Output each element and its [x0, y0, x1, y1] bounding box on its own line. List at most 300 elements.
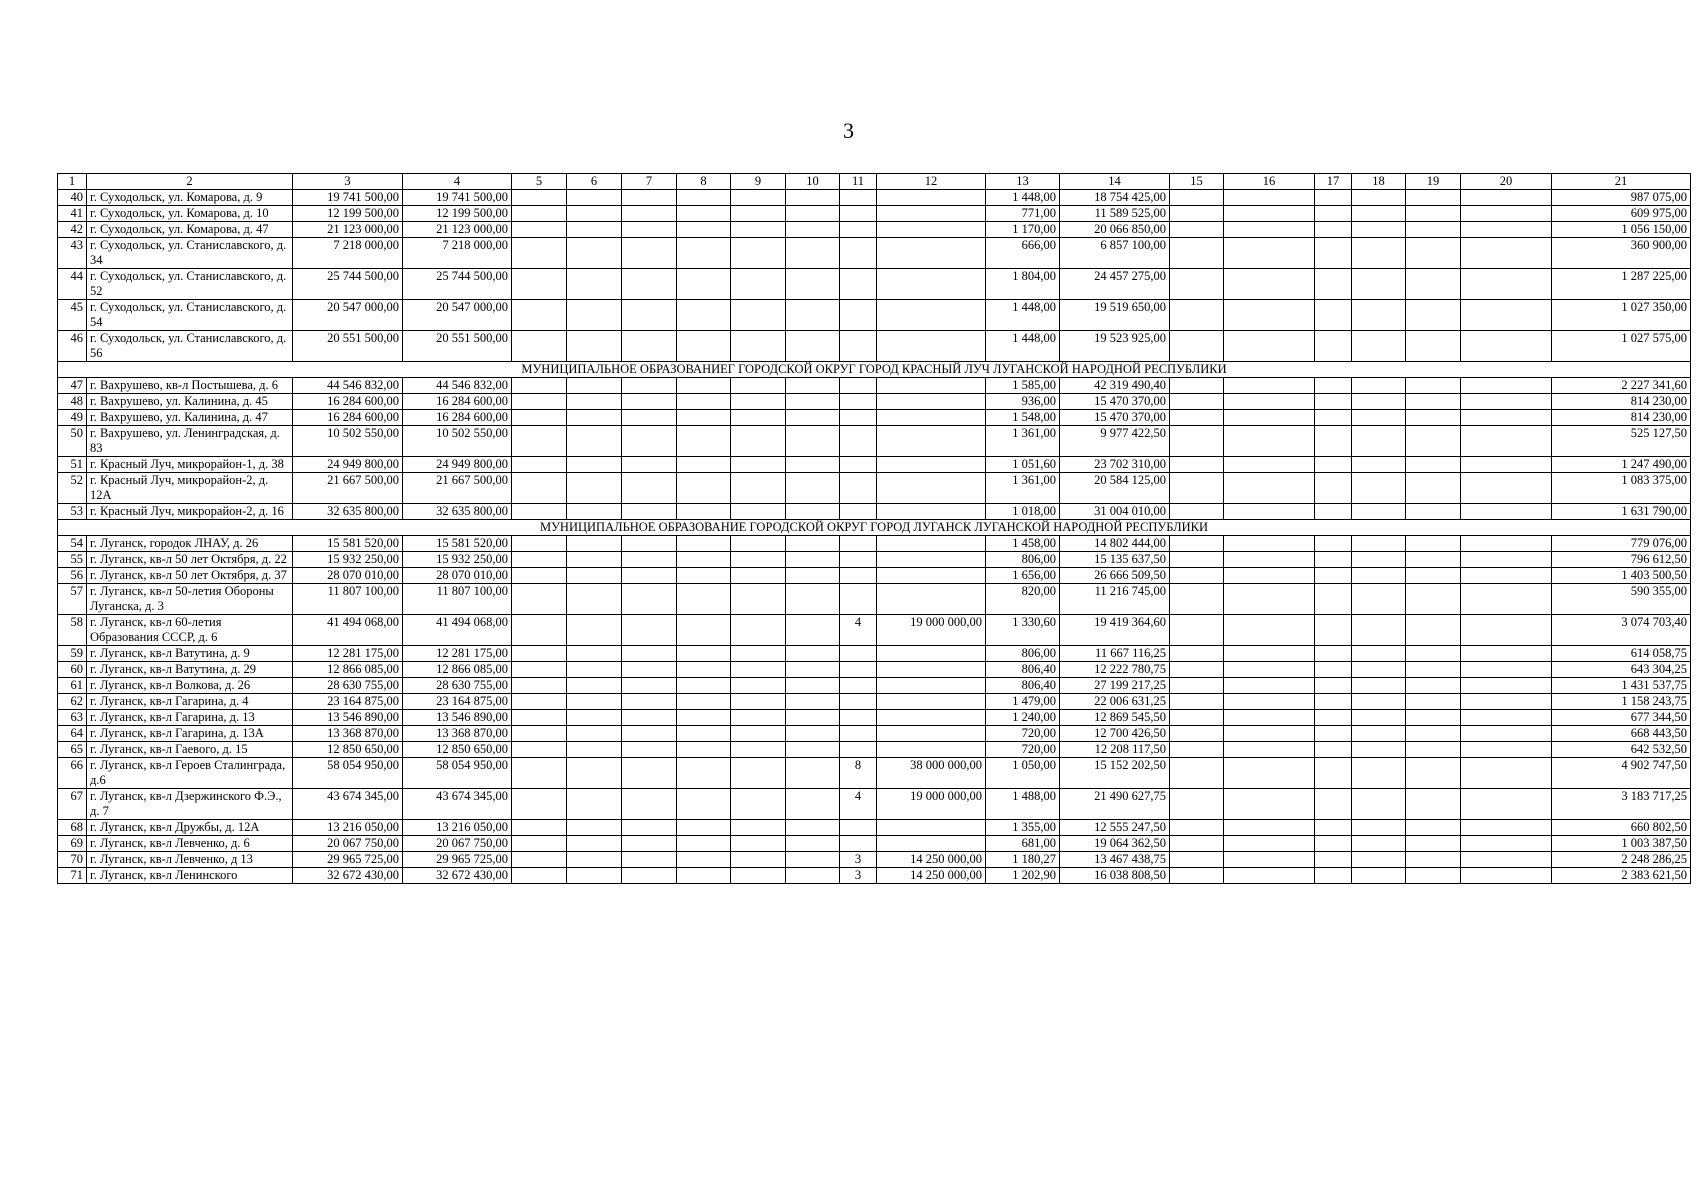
empty-cell	[1224, 789, 1315, 820]
empty-cell	[1352, 820, 1406, 836]
empty-cell	[786, 678, 840, 694]
amount-cell: 3 074 703,40	[1552, 615, 1691, 646]
amount-cell: 19 519 650,00	[1060, 300, 1170, 331]
empty-cell	[622, 820, 677, 836]
empty-cell	[1170, 758, 1224, 789]
address-cell: г. Красный Луч, микрорайон-1, д. 38	[87, 457, 293, 473]
empty-cell	[567, 394, 622, 410]
amount-cell: 660 802,50	[1552, 820, 1691, 836]
amount-cell	[877, 206, 986, 222]
count-cell	[840, 662, 877, 678]
amount-cell	[877, 536, 986, 552]
amount-cell: 12 866 085,00	[293, 662, 403, 678]
amount-cell	[877, 710, 986, 726]
empty-cell	[512, 206, 567, 222]
area-cell: 1 018,00	[986, 504, 1060, 520]
row-number: 44	[58, 269, 87, 300]
empty-cell	[1315, 868, 1352, 884]
empty-cell	[1352, 868, 1406, 884]
table-row	[58, 269, 1691, 300]
empty-cell	[731, 710, 786, 726]
empty-cell	[1170, 473, 1224, 504]
empty-cell	[1461, 584, 1552, 615]
table-row	[58, 426, 1691, 457]
amount-cell: 1 083 375,00	[1552, 473, 1691, 504]
empty-cell	[1315, 646, 1352, 662]
empty-cell	[1315, 694, 1352, 710]
empty-cell	[1224, 678, 1315, 694]
empty-cell	[786, 238, 840, 269]
empty-cell	[1170, 678, 1224, 694]
empty-cell	[677, 206, 731, 222]
empty-cell	[1170, 504, 1224, 520]
empty-cell	[622, 742, 677, 758]
table-row	[58, 615, 1691, 646]
empty-cell	[1170, 426, 1224, 457]
empty-cell	[677, 457, 731, 473]
table-row	[58, 694, 1691, 710]
empty-cell	[1352, 646, 1406, 662]
amount-cell: 21 667 500,00	[293, 473, 403, 504]
empty-cell	[1170, 694, 1224, 710]
empty-cell	[786, 394, 840, 410]
amount-cell: 20 584 125,00	[1060, 473, 1170, 504]
count-cell	[840, 269, 877, 300]
amount-cell	[877, 269, 986, 300]
amount-cell: 21 123 000,00	[403, 222, 512, 238]
empty-cell	[1315, 238, 1352, 269]
amount-cell: 3 183 717,25	[1552, 789, 1691, 820]
empty-cell	[567, 536, 622, 552]
amount-cell: 12 199 500,00	[293, 206, 403, 222]
empty-cell	[1224, 742, 1315, 758]
empty-cell	[567, 331, 622, 362]
empty-cell	[1461, 742, 1552, 758]
amount-cell: 12 222 780,75	[1060, 662, 1170, 678]
amount-cell: 26 666 509,50	[1060, 568, 1170, 584]
empty-cell	[622, 568, 677, 584]
empty-cell	[1224, 836, 1315, 852]
empty-cell	[1170, 394, 1224, 410]
amount-cell: 7 218 000,00	[293, 238, 403, 269]
table-body	[58, 190, 1691, 884]
empty-cell	[1170, 615, 1224, 646]
empty-cell	[1352, 378, 1406, 394]
empty-cell	[677, 789, 731, 820]
empty-cell	[622, 726, 677, 742]
row-number: 70	[58, 852, 87, 868]
table-row	[58, 378, 1691, 394]
amount-cell: 19 064 362,50	[1060, 836, 1170, 852]
address-cell: г. Луганск, кв-л Левченко, д 13	[87, 852, 293, 868]
empty-cell	[677, 473, 731, 504]
header-cell: 3	[293, 174, 403, 190]
header-cell: 1	[58, 174, 87, 190]
empty-cell	[622, 678, 677, 694]
address-cell: г. Луганск, кв-л Героев Сталинграда, д.6	[87, 758, 293, 789]
empty-cell	[1315, 190, 1352, 206]
empty-cell	[1352, 662, 1406, 678]
empty-cell	[1170, 836, 1224, 852]
empty-cell	[786, 584, 840, 615]
area-cell: 1 656,00	[986, 568, 1060, 584]
empty-cell	[1170, 584, 1224, 615]
area-cell: 806,00	[986, 646, 1060, 662]
address-cell: г. Суходольск, ул. Станиславского, д. 34	[87, 238, 293, 269]
empty-cell	[1406, 868, 1461, 884]
amount-cell: 16 284 600,00	[293, 410, 403, 426]
count-cell	[840, 820, 877, 836]
amount-cell: 16 284 600,00	[403, 394, 512, 410]
empty-cell	[1406, 646, 1461, 662]
empty-cell	[677, 536, 731, 552]
empty-cell	[567, 473, 622, 504]
empty-cell	[1406, 331, 1461, 362]
empty-cell	[731, 852, 786, 868]
amount-cell: 22 006 631,25	[1060, 694, 1170, 710]
amount-cell: 12 700 426,50	[1060, 726, 1170, 742]
empty-cell	[1352, 269, 1406, 300]
header-cell: 13	[986, 174, 1060, 190]
empty-cell	[1406, 536, 1461, 552]
empty-cell	[622, 426, 677, 457]
amount-cell	[877, 426, 986, 457]
empty-cell	[1170, 742, 1224, 758]
area-cell: 1 361,00	[986, 426, 1060, 457]
empty-cell	[622, 536, 677, 552]
amount-cell: 12 208 117,50	[1060, 742, 1170, 758]
amount-cell: 25 744 500,00	[403, 269, 512, 300]
address-cell: г. Луганск, кв-л Дзержинского Ф.Э., д. 7	[87, 789, 293, 820]
table-row	[58, 222, 1691, 238]
table-row	[58, 678, 1691, 694]
empty-cell	[1170, 269, 1224, 300]
row-number: 71	[58, 868, 87, 884]
empty-cell	[567, 678, 622, 694]
row-number: 48	[58, 394, 87, 410]
header-cell: 21	[1552, 174, 1691, 190]
amount-cell	[877, 473, 986, 504]
empty-cell	[1406, 206, 1461, 222]
amount-cell: 32 672 430,00	[293, 868, 403, 884]
empty-cell	[1170, 190, 1224, 206]
empty-cell	[1224, 190, 1315, 206]
address-cell: г. Луганск, кв-л Гагарина, д. 4	[87, 694, 293, 710]
area-cell: 1 585,00	[986, 378, 1060, 394]
row-number: 42	[58, 222, 87, 238]
table-row	[58, 584, 1691, 615]
empty-cell	[1352, 473, 1406, 504]
empty-cell	[622, 300, 677, 331]
empty-cell	[567, 726, 622, 742]
amount-cell	[877, 742, 986, 758]
header-cell: 5	[512, 174, 567, 190]
empty-cell	[1352, 584, 1406, 615]
empty-cell	[622, 710, 677, 726]
address-cell: г. Красный Луч, микрорайон-2, д. 16	[87, 504, 293, 520]
empty-cell	[1170, 536, 1224, 552]
empty-cell	[731, 615, 786, 646]
area-cell: 771,00	[986, 206, 1060, 222]
amount-cell: 58 054 950,00	[403, 758, 512, 789]
empty-cell	[1315, 222, 1352, 238]
empty-cell	[677, 238, 731, 269]
amount-cell	[877, 694, 986, 710]
amount-cell: 15 470 370,00	[1060, 394, 1170, 410]
table-row	[58, 206, 1691, 222]
row-number: 54	[58, 536, 87, 552]
empty-cell	[1224, 710, 1315, 726]
empty-cell	[1224, 726, 1315, 742]
amount-cell: 1 431 537,75	[1552, 678, 1691, 694]
amount-cell: 11 589 525,00	[1060, 206, 1170, 222]
table-row	[58, 868, 1691, 884]
empty-cell	[1224, 206, 1315, 222]
empty-cell	[677, 394, 731, 410]
amount-cell: 27 199 217,25	[1060, 678, 1170, 694]
empty-cell	[512, 694, 567, 710]
empty-cell	[512, 758, 567, 789]
empty-cell	[1461, 331, 1552, 362]
address-cell: г. Луганск, кв-л Ленинского	[87, 868, 293, 884]
empty-cell	[731, 552, 786, 568]
amount-cell	[877, 552, 986, 568]
table-row	[58, 662, 1691, 678]
amount-cell: 42 319 490,40	[1060, 378, 1170, 394]
empty-cell	[1224, 552, 1315, 568]
empty-cell	[622, 473, 677, 504]
area-cell: 720,00	[986, 742, 1060, 758]
empty-cell	[1406, 820, 1461, 836]
empty-cell	[1315, 584, 1352, 615]
empty-cell	[512, 789, 567, 820]
empty-cell	[786, 646, 840, 662]
empty-cell	[731, 568, 786, 584]
empty-cell	[731, 694, 786, 710]
table-row	[58, 457, 1691, 473]
header-cell: 12	[877, 174, 986, 190]
empty-cell	[1224, 300, 1315, 331]
amount-cell: 7 218 000,00	[403, 238, 512, 269]
empty-cell	[1461, 852, 1552, 868]
count-cell	[840, 552, 877, 568]
empty-cell	[1461, 536, 1552, 552]
count-cell	[840, 190, 877, 206]
count-cell: 3	[840, 868, 877, 884]
amount-cell: 28 070 010,00	[293, 568, 403, 584]
empty-cell	[1315, 426, 1352, 457]
amount-cell: 614 058,75	[1552, 646, 1691, 662]
row-number: 41	[58, 206, 87, 222]
empty-cell	[567, 300, 622, 331]
row-number: 69	[58, 836, 87, 852]
empty-cell	[1224, 331, 1315, 362]
row-number: 55	[58, 552, 87, 568]
empty-cell	[677, 410, 731, 426]
empty-cell	[786, 694, 840, 710]
empty-cell	[731, 426, 786, 457]
empty-cell	[1352, 536, 1406, 552]
address-cell: г. Луганск, городок ЛНАУ, д. 26	[87, 536, 293, 552]
empty-cell	[677, 852, 731, 868]
amount-cell: 2 248 286,25	[1552, 852, 1691, 868]
amount-cell	[877, 378, 986, 394]
amount-cell: 41 494 068,00	[403, 615, 512, 646]
count-cell	[840, 742, 877, 758]
empty-cell	[677, 742, 731, 758]
header-cell: 18	[1352, 174, 1406, 190]
count-cell	[840, 504, 877, 520]
empty-cell	[512, 238, 567, 269]
amount-cell: 11 216 745,00	[1060, 584, 1170, 615]
table-row	[58, 410, 1691, 426]
empty-cell	[1461, 269, 1552, 300]
count-cell	[840, 378, 877, 394]
empty-cell	[1461, 694, 1552, 710]
empty-cell	[567, 206, 622, 222]
address-cell: г. Луганск, кв-л Волкова, д. 26	[87, 678, 293, 694]
table-row	[58, 190, 1691, 206]
empty-cell	[677, 646, 731, 662]
empty-cell	[731, 378, 786, 394]
row-number: 40	[58, 190, 87, 206]
amount-cell	[877, 726, 986, 742]
area-cell: 820,00	[986, 584, 1060, 615]
area-cell: 1 355,00	[986, 820, 1060, 836]
empty-cell	[677, 678, 731, 694]
empty-cell	[512, 584, 567, 615]
header-cell: 10	[786, 174, 840, 190]
header-cell: 14	[1060, 174, 1170, 190]
empty-cell	[1461, 789, 1552, 820]
empty-cell	[731, 836, 786, 852]
empty-cell	[1352, 742, 1406, 758]
amount-cell	[877, 662, 986, 678]
empty-cell	[786, 504, 840, 520]
amount-cell	[877, 646, 986, 662]
empty-cell	[1406, 473, 1461, 504]
empty-cell	[731, 206, 786, 222]
amount-cell: 779 076,00	[1552, 536, 1691, 552]
count-cell	[840, 206, 877, 222]
empty-cell	[1406, 852, 1461, 868]
empty-cell	[786, 836, 840, 852]
section-title: МУНИЦИПАЛЬНОЕ ОБРАЗОВАНИЕГ ГОРОДСКОЙ ОКРУГ ГОРОД КРАСНЫЙ ЛУЧ ЛУГАНСКОЙ НАРОДНОЙ РЕСПУБЛИКИ	[58, 362, 1691, 378]
amount-cell	[877, 331, 986, 362]
amount-cell: 43 674 345,00	[293, 789, 403, 820]
amount-cell	[877, 222, 986, 238]
empty-cell	[1224, 615, 1315, 646]
empty-cell	[567, 190, 622, 206]
empty-cell	[567, 868, 622, 884]
empty-cell	[1406, 410, 1461, 426]
empty-cell	[731, 473, 786, 504]
empty-cell	[567, 568, 622, 584]
empty-cell	[1315, 820, 1352, 836]
table-row	[58, 238, 1691, 269]
count-cell	[840, 300, 877, 331]
empty-cell	[677, 694, 731, 710]
empty-cell	[786, 615, 840, 646]
empty-cell	[677, 726, 731, 742]
header-cell: 20	[1461, 174, 1552, 190]
count-cell	[840, 536, 877, 552]
empty-cell	[677, 331, 731, 362]
address-cell: г. Вахрушево, ул. Калинина, д. 47	[87, 410, 293, 426]
empty-cell	[1406, 222, 1461, 238]
amount-cell: 23 164 875,00	[293, 694, 403, 710]
amount-cell: 987 075,00	[1552, 190, 1691, 206]
empty-cell	[1461, 726, 1552, 742]
empty-cell	[1170, 820, 1224, 836]
amount-cell: 44 546 832,00	[293, 378, 403, 394]
area-cell: 681,00	[986, 836, 1060, 852]
empty-cell	[1461, 758, 1552, 789]
amount-cell: 23 702 310,00	[1060, 457, 1170, 473]
row-number: 65	[58, 742, 87, 758]
count-cell: 3	[840, 852, 877, 868]
section-title: МУНИЦИПАЛЬНОЕ ОБРАЗОВАНИЕ ГОРОДСКОЙ ОКРУГ ГОРОД ЛУГАНСК ЛУГАНСКОЙ НАРОДНОЙ РЕСПУБЛИКИ	[58, 520, 1691, 536]
empty-cell	[1170, 206, 1224, 222]
empty-cell	[1461, 662, 1552, 678]
empty-cell	[1315, 678, 1352, 694]
empty-cell	[786, 410, 840, 426]
amount-cell: 20 067 750,00	[403, 836, 512, 852]
empty-cell	[731, 662, 786, 678]
empty-cell	[1406, 190, 1461, 206]
row-number: 47	[58, 378, 87, 394]
amount-cell: 14 250 000,00	[877, 868, 986, 884]
count-cell: 8	[840, 758, 877, 789]
empty-cell	[1315, 852, 1352, 868]
empty-cell	[731, 331, 786, 362]
empty-cell	[1170, 222, 1224, 238]
row-number: 56	[58, 568, 87, 584]
empty-cell	[1170, 852, 1224, 868]
empty-cell	[622, 836, 677, 852]
empty-cell	[786, 473, 840, 504]
empty-cell	[1352, 426, 1406, 457]
empty-cell	[512, 394, 567, 410]
row-number: 53	[58, 504, 87, 520]
count-cell	[840, 238, 877, 269]
empty-cell	[512, 646, 567, 662]
amount-cell: 41 494 068,00	[293, 615, 403, 646]
empty-cell	[786, 426, 840, 457]
empty-cell	[1461, 836, 1552, 852]
empty-cell	[1352, 726, 1406, 742]
empty-cell	[567, 694, 622, 710]
empty-cell	[1315, 568, 1352, 584]
empty-cell	[731, 269, 786, 300]
address-cell: г. Луганск, кв-л 50-летия Обороны Луганска, д. 3	[87, 584, 293, 615]
area-cell: 1 448,00	[986, 190, 1060, 206]
empty-cell	[786, 552, 840, 568]
empty-cell	[1315, 378, 1352, 394]
page-number: 3	[843, 118, 854, 143]
amount-cell: 15 932 250,00	[293, 552, 403, 568]
empty-cell	[1224, 646, 1315, 662]
empty-cell	[1170, 238, 1224, 269]
row-number: 58	[58, 615, 87, 646]
empty-cell	[1170, 552, 1224, 568]
header-cell: 9	[731, 174, 786, 190]
area-cell: 1 202,90	[986, 868, 1060, 884]
empty-cell	[1352, 552, 1406, 568]
amount-cell: 19 000 000,00	[877, 789, 986, 820]
empty-cell	[1224, 222, 1315, 238]
empty-cell	[512, 457, 567, 473]
